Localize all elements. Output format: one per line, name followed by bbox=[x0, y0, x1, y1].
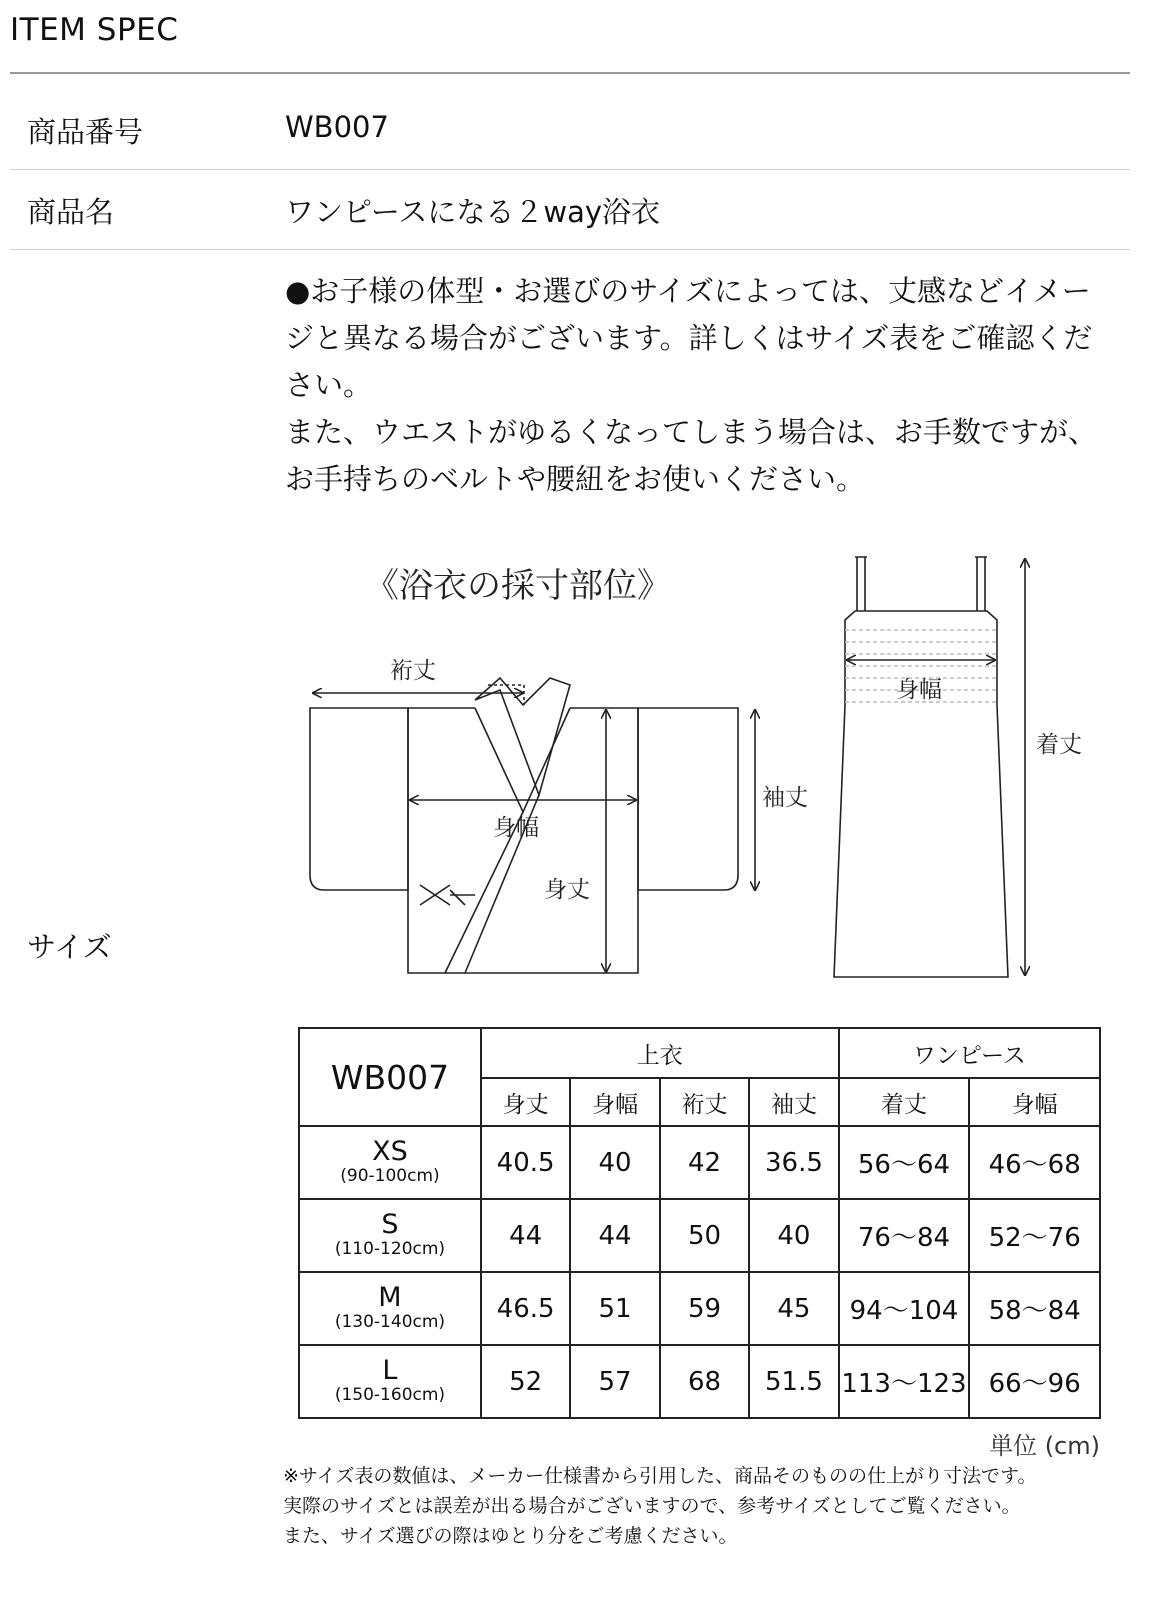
title-divider bbox=[10, 72, 1130, 74]
row-divider bbox=[10, 249, 1130, 250]
measurement-diagram bbox=[290, 545, 1120, 995]
table-cell: 51 bbox=[570, 1272, 659, 1345]
footnote-line: 実際のサイズとは誤差が出る場合がございますので、参考サイズとしてご覧ください。 bbox=[283, 1495, 1021, 1517]
size-cell bbox=[299, 1272, 481, 1345]
size-name: M bbox=[378, 1281, 402, 1313]
table-cell: 58〜84 bbox=[969, 1272, 1100, 1345]
size-note-line: ●お子様の体型・お選びのサイズによっては、丈感などイメージと異なる場合がございます。詳しくはサイズ表をご確認ください。 bbox=[285, 274, 1093, 402]
table-cell: 76〜84 bbox=[839, 1199, 970, 1272]
obi-bow-icon bbox=[420, 885, 475, 905]
table-cell: 51.5 bbox=[749, 1345, 838, 1418]
label-kitake: 着丈 bbox=[1036, 732, 1082, 758]
table-cell: 46.5 bbox=[481, 1272, 570, 1345]
table-cell: 57 bbox=[570, 1345, 659, 1418]
page-title: ITEM SPEC bbox=[10, 12, 179, 48]
size-cell bbox=[299, 1199, 481, 1272]
table-cell: 45 bbox=[749, 1272, 838, 1345]
table-group-top: 上衣 bbox=[481, 1028, 839, 1078]
table-column-header: 身幅 bbox=[570, 1078, 659, 1126]
table-group-dress: ワンピース bbox=[839, 1028, 1100, 1078]
table-model-cell: WB007 bbox=[299, 1028, 481, 1126]
product-number-label: 商品番号 bbox=[27, 115, 144, 149]
table-row bbox=[299, 1199, 1100, 1272]
size-cell bbox=[299, 1345, 481, 1418]
size-name: L bbox=[382, 1354, 398, 1386]
table-cell: 94〜104 bbox=[839, 1272, 970, 1345]
size-range: (110-120cm) bbox=[334, 1238, 446, 1259]
table-column-header: 身丈 bbox=[481, 1078, 570, 1126]
table-row bbox=[299, 1126, 1100, 1199]
footnotes bbox=[283, 1461, 1037, 1551]
table-cell: 36.5 bbox=[749, 1126, 838, 1199]
table-cell: 52 bbox=[481, 1345, 570, 1418]
table-cell: 113〜123 bbox=[839, 1345, 970, 1418]
size-name: XS bbox=[372, 1135, 408, 1167]
table-cell: 42 bbox=[660, 1126, 749, 1199]
table-cell: 56〜64 bbox=[839, 1126, 970, 1199]
label-dress-mihaba: 身幅 bbox=[896, 677, 942, 703]
row-divider bbox=[10, 169, 1130, 170]
label-mitake: 身丈 bbox=[544, 877, 590, 903]
size-note bbox=[285, 268, 1105, 503]
table-cell: 52〜76 bbox=[969, 1199, 1100, 1272]
table-cell: 40 bbox=[570, 1126, 659, 1199]
size-table bbox=[298, 1027, 1101, 1419]
table-column-header: 着丈 bbox=[839, 1078, 970, 1126]
label-sodetake: 袖丈 bbox=[762, 785, 808, 811]
size-label: サイズ bbox=[27, 930, 112, 964]
table-cell: 59 bbox=[660, 1272, 749, 1345]
table-cell: 40 bbox=[749, 1199, 838, 1272]
table-cell: 68 bbox=[660, 1345, 749, 1418]
table-cell: 44 bbox=[481, 1199, 570, 1272]
table-cell: 50 bbox=[660, 1199, 749, 1272]
product-name-label: 商品名 bbox=[27, 195, 115, 229]
size-cell bbox=[299, 1126, 481, 1199]
table-column-header: 身幅 bbox=[969, 1078, 1100, 1126]
product-name-value: ワンピースになる２way浴衣 bbox=[285, 195, 661, 229]
footnote-line: ※サイズ表の数値は、メーカー仕様書から引用した、商品そのものの仕上がり寸法です。 bbox=[283, 1465, 1037, 1487]
unit-label: 単位 (cm) bbox=[989, 1432, 1100, 1460]
size-range: (90-100cm) bbox=[340, 1165, 440, 1186]
footnote-line: また、サイズ選びの際はゆとり分をご考慮ください。 bbox=[283, 1525, 738, 1547]
dress-outline bbox=[834, 557, 1008, 977]
table-cell: 66〜96 bbox=[969, 1345, 1100, 1418]
product-number-value: WB007 bbox=[285, 110, 389, 144]
size-range: (150-160cm) bbox=[334, 1384, 446, 1405]
table-cell: 40.5 bbox=[481, 1126, 570, 1199]
size-note-line: また、ウエストがゆるくなってしまう場合は、お手数ですが、お手持ちのベルトや腰紐をお使いください。 bbox=[285, 415, 1098, 496]
table-cell: 44 bbox=[570, 1199, 659, 1272]
size-name: S bbox=[381, 1208, 399, 1240]
size-range: (130-140cm) bbox=[334, 1311, 446, 1332]
table-column-header: 裄丈 bbox=[660, 1078, 749, 1126]
label-mihaba: 身幅 bbox=[493, 815, 539, 841]
label-yuki: 裄丈 bbox=[390, 658, 436, 684]
table-row bbox=[299, 1272, 1100, 1345]
table-cell: 46〜68 bbox=[969, 1126, 1100, 1199]
diagram-heading: 《浴衣の採寸部位》 bbox=[365, 566, 671, 606]
table-column-header: 袖丈 bbox=[749, 1078, 838, 1126]
table-row bbox=[299, 1345, 1100, 1418]
